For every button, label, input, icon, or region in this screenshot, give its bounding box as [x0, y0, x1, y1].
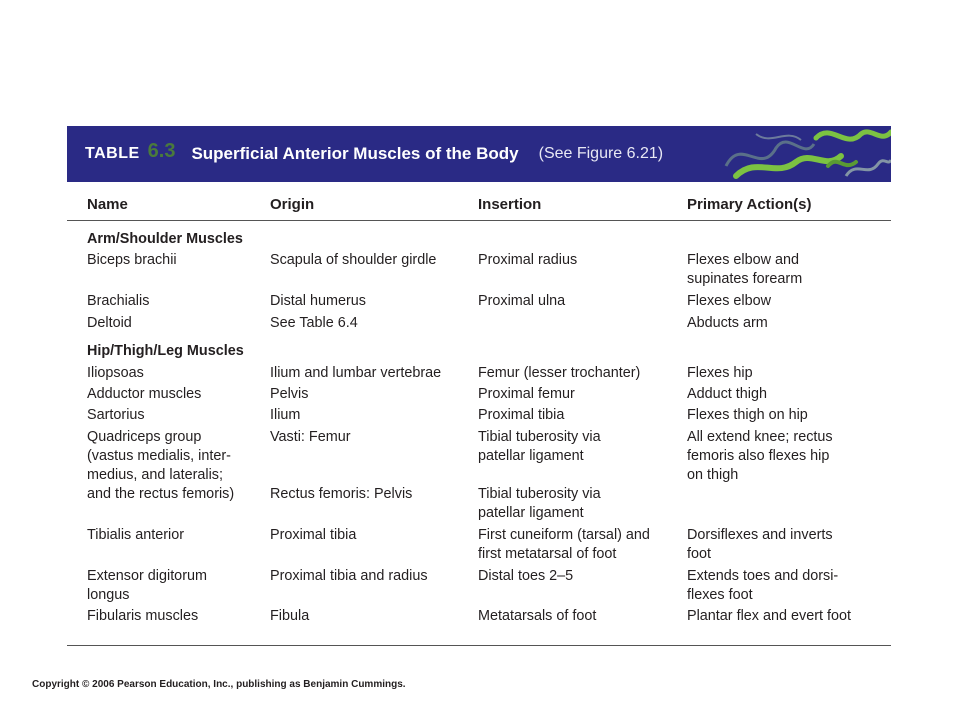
muscle-name: Sartorius [87, 407, 145, 423]
muscle-origin: See Table 6.4 [270, 315, 358, 331]
muscle-action: Flexes elbow and [687, 252, 799, 268]
muscle-action: Extends toes and dorsi- [687, 568, 839, 584]
muscle-insertion: Proximal femur [478, 386, 575, 402]
section-heading-hip-thigh-leg: Hip/Thigh/Leg Muscles [87, 343, 244, 359]
muscle-action: Flexes thigh on hip [687, 407, 808, 423]
muscle-origin: Ilium [270, 407, 301, 423]
muscle-insertion: patellar ligament [478, 505, 584, 521]
table-title-banner [67, 126, 891, 182]
muscle-origin: Rectus femoris: Pelvis [270, 486, 413, 502]
muscle-name: Adductor muscles [87, 386, 202, 402]
muscle-name: Quadriceps group [87, 429, 202, 445]
muscle-action: Plantar flex and evert foot [687, 608, 851, 624]
muscle-action: Flexes elbow [687, 293, 771, 309]
muscle-action: foot [687, 546, 712, 562]
muscle-insertion: Proximal ulna [478, 293, 566, 309]
table-header-row [67, 190, 891, 221]
muscle-action: Dorsiflexes and inverts [687, 527, 833, 543]
protein-ribbon-decoration [716, 126, 891, 182]
section-heading-arm-shoulder: Arm/Shoulder Muscles [87, 231, 243, 247]
muscle-name: Tibialis anterior [87, 527, 185, 543]
muscle-action: supinates forearm [687, 271, 803, 287]
table-label: TABLE [85, 145, 140, 162]
muscle-action: Adduct thigh [687, 386, 768, 402]
muscle-name: Biceps brachii [87, 252, 177, 268]
muscle-origin: Distal humerus [270, 293, 366, 309]
muscle-origin: Fibula [270, 608, 310, 624]
muscle-name: Fibularis muscles [87, 608, 199, 624]
muscle-action: Flexes hip [687, 365, 753, 381]
muscle-insertion: first metatarsal of foot [478, 546, 617, 562]
muscle-name: Iliopsoas [87, 365, 144, 381]
muscle-action: All extend knee; rectus [687, 429, 833, 445]
column-header-name: Name [87, 196, 128, 213]
copyright-notice: Copyright © 2006 Pearson Education, Inc., publishing as Benjamin Cummings. [32, 679, 406, 690]
muscle-name: medius, and lateralis; [87, 467, 223, 483]
muscle-insertion: Tibial tuberosity via [478, 486, 601, 502]
banner-text [85, 126, 663, 182]
muscle-insertion: patellar ligament [478, 448, 584, 464]
column-header-insertion: Insertion [478, 196, 542, 213]
table-title: Superficial Anterior Muscles of the Body [191, 144, 519, 163]
muscle-action: femoris also flexes hip [687, 448, 830, 464]
muscle-action: on thigh [687, 467, 739, 483]
column-header-primary-action: Primary Action(s) [687, 196, 812, 213]
muscle-origin: Proximal tibia and radius [270, 568, 428, 584]
muscle-action: flexes foot [687, 587, 753, 603]
figure-reference: (See Figure 6.21) [538, 145, 664, 162]
muscle-insertion: Proximal tibia [478, 407, 565, 423]
muscle-name: and the rectus femoris) [87, 486, 235, 502]
column-header-origin: Origin [270, 196, 315, 213]
muscle-origin: Scapula of shoulder girdle [270, 252, 437, 268]
muscle-origin: Vasti: Femur [270, 429, 351, 445]
muscle-insertion: Distal toes 2–5 [478, 568, 574, 584]
muscle-insertion: Tibial tuberosity via [478, 429, 601, 445]
muscle-name: Deltoid [87, 315, 132, 331]
table-body [67, 230, 891, 646]
muscle-insertion: First cuneiform (tarsal) and [478, 527, 650, 543]
muscle-name: Extensor digitorum [87, 568, 207, 584]
muscle-origin: Ilium and lumbar vertebrae [270, 365, 442, 381]
muscle-insertion: Metatarsals of foot [478, 608, 597, 624]
muscle-name: Brachialis [87, 293, 150, 309]
muscle-name: longus [87, 587, 130, 603]
muscle-insertion: Proximal radius [478, 252, 578, 268]
muscle-insertion: Femur (lesser trochanter) [478, 365, 641, 381]
muscle-origin: Proximal tibia [270, 527, 357, 543]
muscle-action: Abducts arm [687, 315, 768, 331]
table-number: 6.3 [147, 139, 176, 162]
muscle-name: (vastus medialis, inter- [87, 448, 231, 464]
muscle-origin: Pelvis [270, 386, 309, 402]
